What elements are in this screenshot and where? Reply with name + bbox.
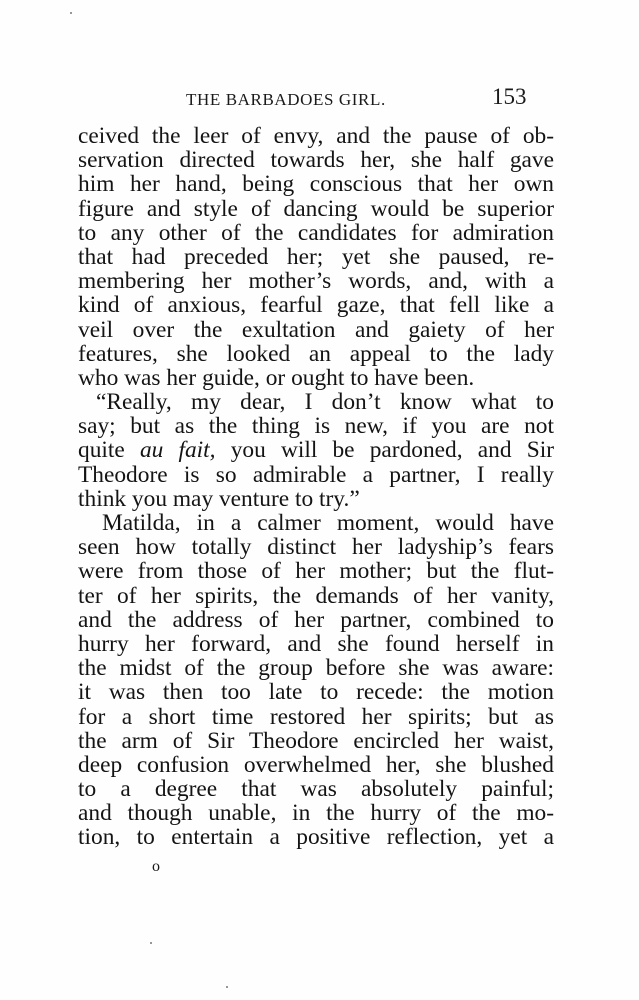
paper-speck xyxy=(226,986,228,988)
text-line: and the address of her partner, combined to xyxy=(78,606,554,633)
text-line: figure and style of dancing would be superior xyxy=(78,195,554,222)
paper-speck xyxy=(70,12,72,14)
text-line: ter of her spirits, the demands of her vanity, xyxy=(78,582,554,609)
paper-speck xyxy=(150,942,152,944)
text-line: servation directed towards her, she half gave xyxy=(78,147,554,174)
text-line: kind of anxious, fearful gaze, that fell like a xyxy=(78,292,554,319)
text-line: deep confusion overwhelmed her, she blushed xyxy=(78,751,554,778)
text-line: to a degree that was absolutely painful; xyxy=(78,776,554,803)
text-line: ceived the leer of envy, and the pause of ob- xyxy=(78,123,554,149)
text-line: the arm of Sir Theodore encircled her waist, xyxy=(78,727,554,754)
text-line: tion, to entertain a positive reflection, yet a xyxy=(78,824,554,851)
text-line: who was her guide, or ought to have been. xyxy=(78,364,475,391)
text-line: Matilda, in a calmer moment, would have xyxy=(102,510,554,536)
text-line: think you may venture to try.” xyxy=(78,485,360,512)
text-line-mixed xyxy=(78,438,554,462)
text-run: you will be pardoned, and Sir xyxy=(215,437,554,464)
running-title: THE BARBADOES GIRL. xyxy=(186,90,386,109)
text-line: it was then too late to recede: the motion xyxy=(78,679,554,706)
text-line: features, she looked an appeal to the lady xyxy=(78,340,554,367)
text-line: to any other of the candidates for admiration xyxy=(78,219,554,246)
text-line: veil over the exultation and gaiety of her xyxy=(78,316,554,343)
text-line: for a short time restored her spirits; but as xyxy=(78,703,554,730)
italic-phrase: au fait, xyxy=(139,437,216,464)
body-text xyxy=(78,124,554,850)
text-line: and though unable, in the hurry of the mo- xyxy=(78,800,554,827)
text-line: Theodore is so admirable a partner, I really xyxy=(78,461,554,488)
text-line: the midst of the group before she was aware: xyxy=(78,655,554,682)
text-line: were from those of her mother; but the flut- xyxy=(78,558,554,585)
page-number: 153 xyxy=(492,84,527,109)
text-line: say; but as the thing is new, if you are not xyxy=(78,413,554,440)
text-line: him her hand, being conscious that her own xyxy=(78,171,554,198)
text-run: quite xyxy=(78,437,140,464)
text-line: seen how totally distinct her ladyship’s fears xyxy=(78,534,554,561)
text-line: that had preceded her; yet she paused, re- xyxy=(78,243,554,270)
text-line: hurry her forward, and she found herself in xyxy=(78,630,554,657)
signature-mark: o xyxy=(152,858,160,875)
text-line: “Really, my dear, I don’t know what to xyxy=(96,389,554,416)
text-line: membering her mother’s words, and, with a xyxy=(78,268,554,295)
